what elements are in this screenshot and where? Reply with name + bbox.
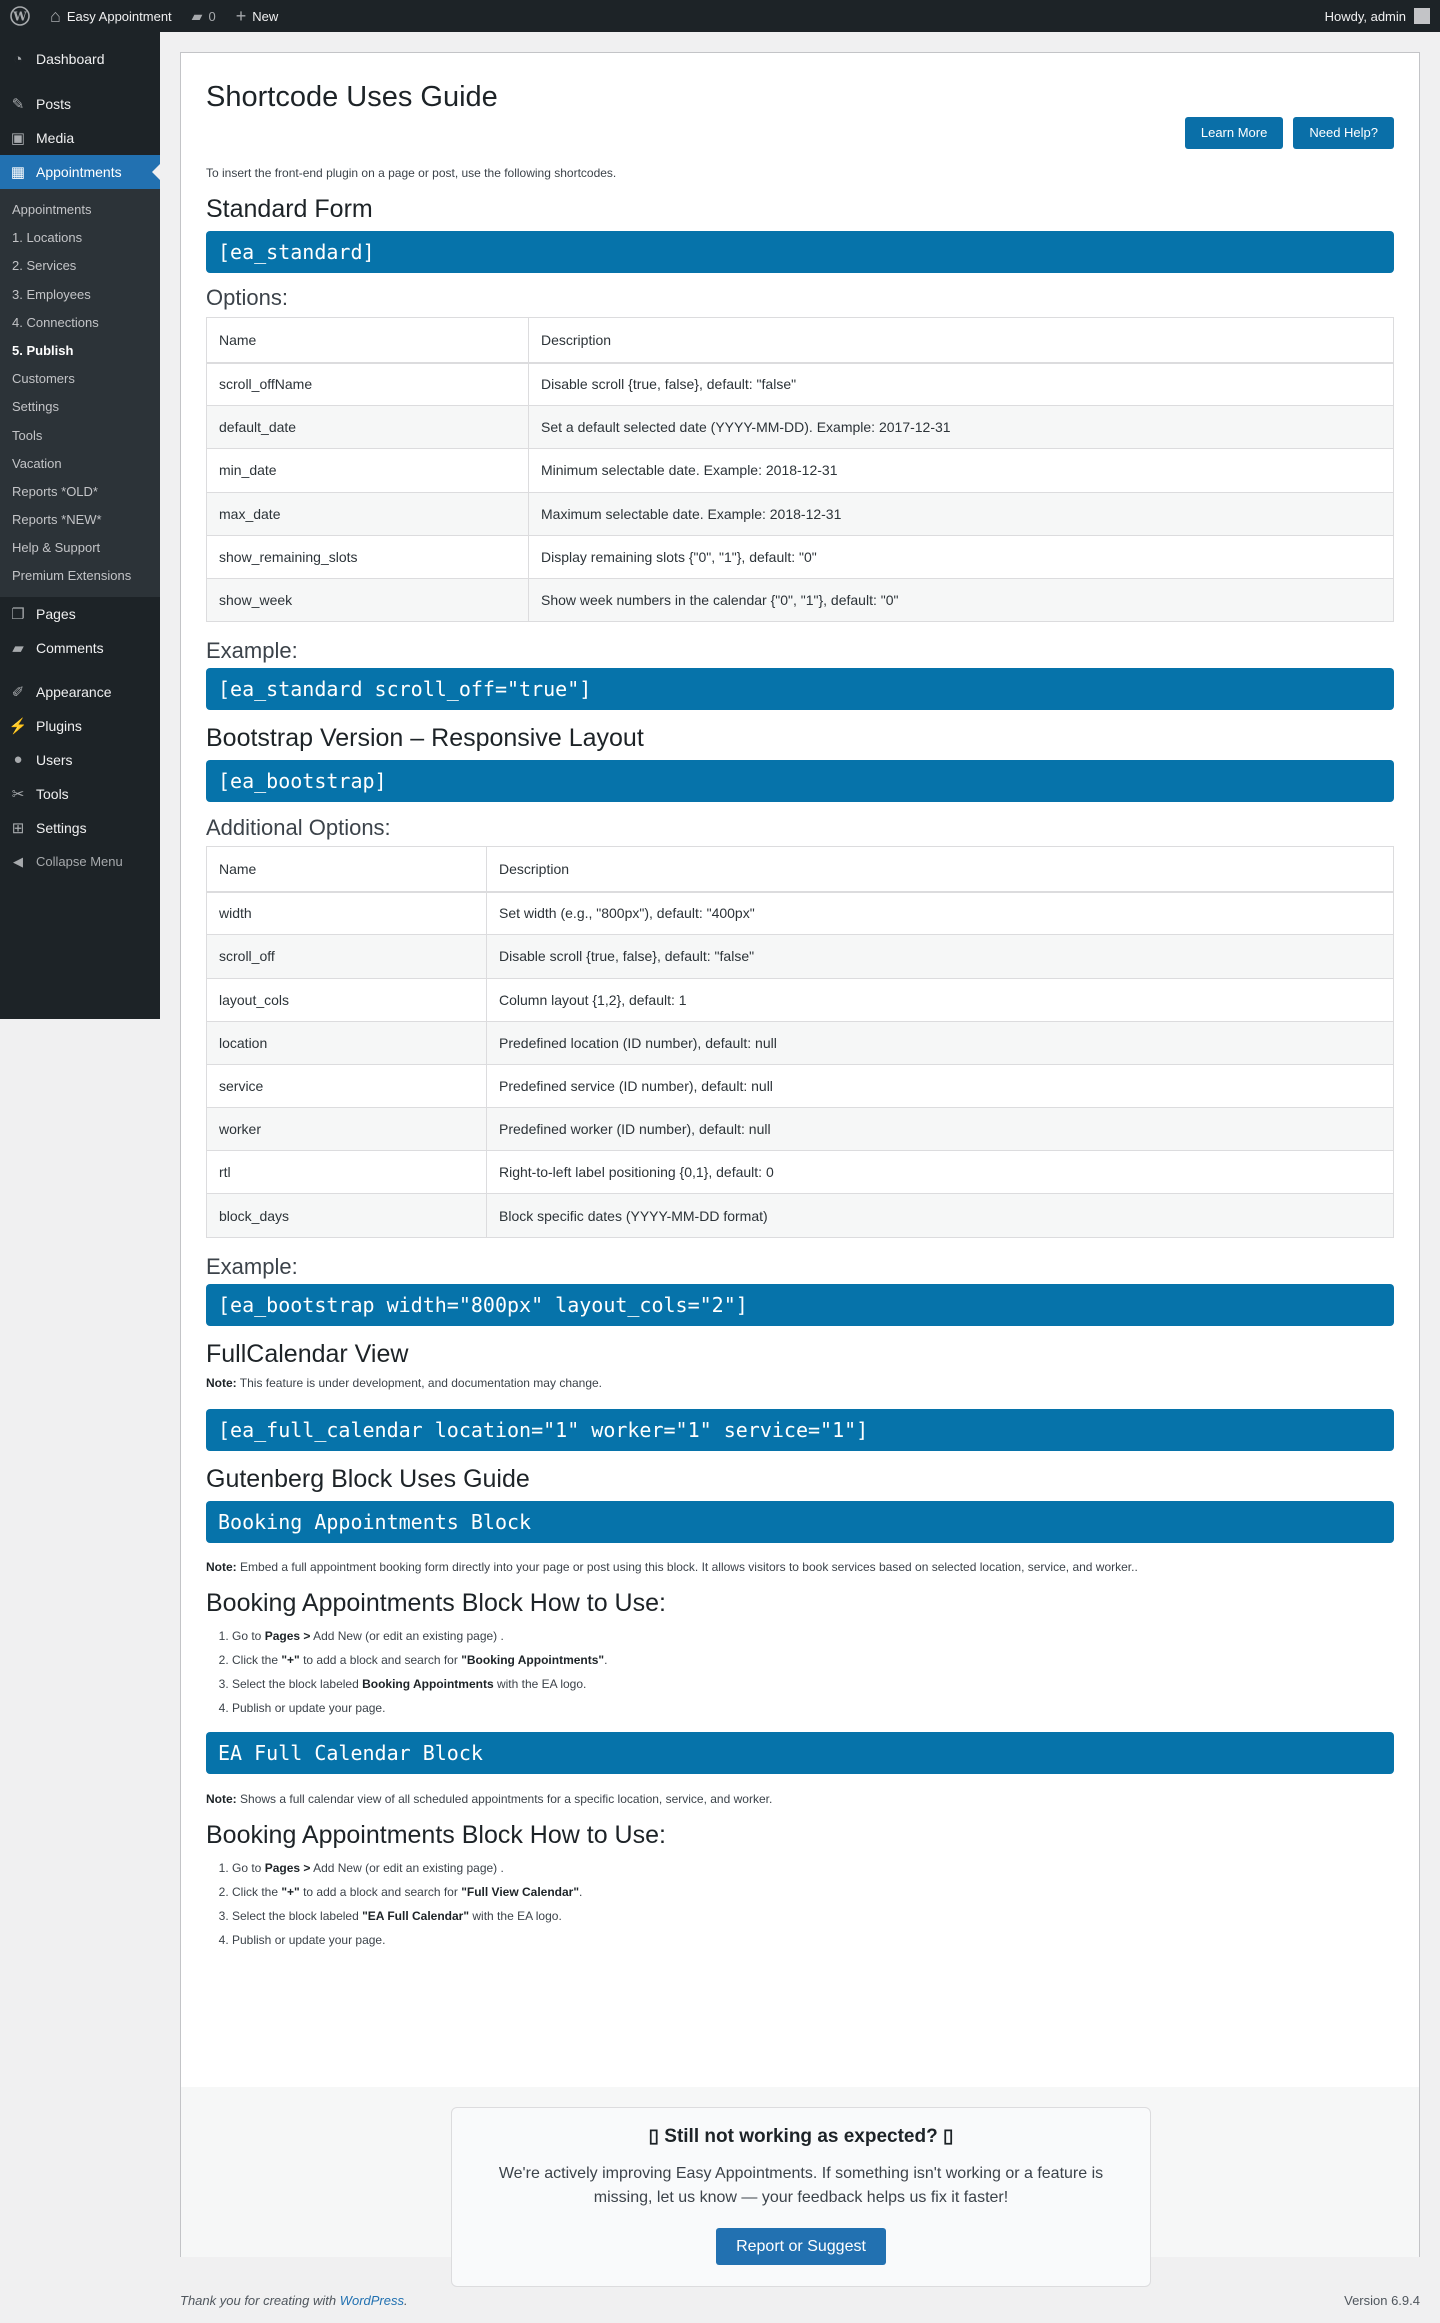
submenu-reports-old[interactable]: Reports *OLD* xyxy=(12,483,98,499)
table-row xyxy=(207,1151,1394,1194)
feedback-card xyxy=(451,2107,1151,2287)
table-row xyxy=(207,892,1394,935)
option-description: Show week numbers in the calendar {"0", "1"}, default: "0" xyxy=(529,578,1394,621)
footer-dot: . xyxy=(404,2293,408,2308)
column-header-description: Description xyxy=(487,847,1394,892)
table-row xyxy=(207,492,1394,535)
intro-text: To insert the front-end plugin on a page or post, use the following shortcodes. xyxy=(206,166,617,180)
note-text: Embed a full appointment booking form directly into your page or post using this block. It allows visitors to book services based on selected location, service, and worker.. xyxy=(240,1559,1138,1574)
menu-label: Users xyxy=(36,751,73,768)
pages-icon: ❐ xyxy=(11,605,25,623)
wordpress-link[interactable]: WordPress xyxy=(339,2293,404,2308)
menu-comments[interactable] xyxy=(0,631,160,665)
submenu-tools[interactable]: Tools xyxy=(12,427,43,443)
bootstrap-options-table xyxy=(206,846,1394,1238)
media-icon: ▣ xyxy=(10,130,26,147)
submenu-locations[interactable]: 1. Locations xyxy=(12,230,83,246)
dashboard-icon: ◔ xyxy=(13,50,23,68)
guide-header xyxy=(206,79,1394,149)
step-text: to add a block and search for xyxy=(299,1884,462,1899)
additional-options-heading: Additional Options: xyxy=(206,815,391,841)
footer-thanks-text: Thank you for creating with xyxy=(180,2293,340,2308)
admin-bar xyxy=(0,0,1440,32)
list-item: 4. Publish or update your page. xyxy=(232,1696,1394,1720)
menu-label: Posts xyxy=(36,96,72,112)
step-text: Click the xyxy=(232,1652,282,1667)
list-item xyxy=(232,1624,1394,1648)
step-text: Add New (or edit an existing page) . xyxy=(310,1628,504,1643)
users-icon: ● xyxy=(13,751,23,769)
note-label: Note: xyxy=(206,1375,237,1390)
note-text: This feature is under development, and documentation may change. xyxy=(239,1375,603,1390)
step-strong: "+" xyxy=(281,1652,300,1667)
submenu-employees[interactable]: 3. Employees xyxy=(12,286,91,302)
brush-icon: ✐ xyxy=(11,683,25,701)
table-row xyxy=(207,1021,1394,1064)
fullcalendar-heading: FullCalendar View xyxy=(206,1339,409,1368)
calendar-icon: ▦ xyxy=(10,164,26,181)
option-description: Predefined worker (ID number), default: null xyxy=(487,1108,1394,1151)
step-text: . xyxy=(604,1652,608,1667)
submenu-reports-new[interactable]: Reports *NEW* xyxy=(12,512,102,528)
option-name: service xyxy=(207,1064,487,1107)
list-item xyxy=(232,1672,1394,1696)
feedback-title-text: Still not working as expected? xyxy=(664,2126,938,2147)
menu-label: Plugins xyxy=(36,717,82,734)
table-row xyxy=(207,578,1394,621)
note-text: Shows a full calendar view of all scheduled appointments for a specific location, service, and worker. xyxy=(240,1791,773,1806)
table-row xyxy=(207,1064,1394,1107)
collapse-icon: ◀ xyxy=(13,853,23,869)
option-description: Minimum selectable date. Example: 2018-12-31 xyxy=(529,449,1394,492)
option-description: Set width (e.g., "800px"), default: "400px" xyxy=(487,892,1394,935)
table-row xyxy=(207,978,1394,1021)
step-strong: Pages > xyxy=(264,1860,311,1875)
standard-form-heading: Standard Form xyxy=(206,195,373,223)
step-strong: "Booking Appointments" xyxy=(461,1652,605,1667)
fullcalendar-shortcode: [ea_full_calendar location="1" worker="1" service="1"] xyxy=(206,1409,1394,1451)
collapse-menu-button[interactable] xyxy=(0,845,160,879)
comments-link[interactable] xyxy=(182,0,226,32)
option-name: show_week xyxy=(207,578,529,621)
list-item: 4. Publish or update your page. xyxy=(232,1928,1394,1952)
wordpress-logo-icon[interactable] xyxy=(0,0,40,32)
new-label: New xyxy=(252,8,279,24)
note-label: Note: xyxy=(206,1791,237,1806)
page-title: Shortcode Uses Guide xyxy=(206,81,498,113)
step-text: to add a block and search for xyxy=(299,1652,462,1667)
option-description: Maximum selectable date. Example: 2018-12-31 xyxy=(529,492,1394,535)
step-strong: "Full View Calendar" xyxy=(461,1884,580,1899)
new-content-link[interactable] xyxy=(226,0,289,32)
bootstrap-heading: Bootstrap Version – Responsive Layout xyxy=(206,724,644,753)
fullcalendar-note xyxy=(206,1376,1394,1390)
submenu-customers[interactable]: Customers xyxy=(12,371,75,387)
step-text: with the EA logo. xyxy=(469,1908,562,1923)
note-label: Note: xyxy=(206,1559,237,1574)
example-heading: Example: xyxy=(206,638,298,664)
menu-users[interactable] xyxy=(0,743,160,777)
site-name: Easy Appointment xyxy=(66,8,172,24)
howto-heading: Booking Appointments Block How to Use: xyxy=(206,1588,666,1617)
pin-icon: ✎ xyxy=(11,96,25,113)
booking-steps-list xyxy=(206,1624,1394,1720)
submenu-help-support[interactable]: Help & Support xyxy=(12,540,101,556)
report-or-suggest-button[interactable]: Report or Suggest xyxy=(716,2228,886,2265)
option-name: scroll_offName xyxy=(207,363,529,406)
menu-tools[interactable] xyxy=(0,777,160,811)
step-text: Add New (or edit an existing page) . xyxy=(310,1860,504,1875)
calendar-block-note xyxy=(206,1792,1394,1806)
step-text: Select the block labeled xyxy=(232,1908,363,1923)
footer-thanks xyxy=(180,2293,408,2308)
account-menu[interactable] xyxy=(1315,0,1440,32)
standard-example-shortcode: [ea_standard scroll_off="true"] xyxy=(206,668,1394,710)
list-item xyxy=(232,1648,1394,1672)
option-description: Display remaining slots {"0", "1"}, default: "0" xyxy=(529,535,1394,578)
booking-block-note xyxy=(206,1560,1394,1574)
menu-label: Pages xyxy=(36,605,76,622)
calendar-block-label: EA Full Calendar Block xyxy=(206,1732,1394,1774)
options-heading: Options: xyxy=(206,285,288,310)
option-description: Block specific dates (YYYY-MM-DD format) xyxy=(487,1194,1394,1237)
table-row xyxy=(207,535,1394,578)
admin-sidebar xyxy=(0,32,160,1019)
submenu-vacation[interactable]: Vacation xyxy=(12,455,62,471)
option-description: Disable scroll {true, false}, default: "false" xyxy=(529,363,1394,406)
menu-label: Media xyxy=(36,130,75,146)
avatar xyxy=(1414,8,1430,24)
option-name: default_date xyxy=(207,406,529,449)
site-name-link[interactable] xyxy=(40,0,182,32)
booking-block-label: Booking Appointments Block xyxy=(206,1501,1394,1543)
footer-version: Version 6.9.4 xyxy=(1344,2293,1420,2308)
feedback-title xyxy=(452,2125,1150,2148)
option-name: location xyxy=(207,1021,487,1064)
comments-count: 0 xyxy=(208,8,216,24)
option-name: worker xyxy=(207,1108,487,1151)
menu-label: Appointments xyxy=(36,164,122,180)
menu-settings[interactable] xyxy=(0,811,160,845)
bootstrap-shortcode: [ea_bootstrap] xyxy=(206,760,1394,802)
option-name: rtl xyxy=(207,1151,487,1194)
submenu-settings[interactable]: Settings xyxy=(12,399,59,415)
submenu-services[interactable]: 2. Services xyxy=(12,258,77,274)
howto-heading: Booking Appointments Block How to Use: xyxy=(206,1820,666,1849)
option-name: max_date xyxy=(207,492,529,535)
option-description: Predefined location (ID number), default: null xyxy=(487,1021,1394,1064)
table-row xyxy=(207,1194,1394,1237)
option-name: scroll_off xyxy=(207,935,487,978)
settings-icon: ⊞ xyxy=(11,819,25,837)
bootstrap-example-shortcode: [ea_bootstrap width="800px" layout_cols="2"] xyxy=(206,1284,1394,1326)
comment-icon: ▰ xyxy=(12,639,24,657)
table-row xyxy=(207,406,1394,449)
option-description: Set a default selected date (YYYY-MM-DD). Example: 2017-12-31 xyxy=(529,406,1394,449)
list-item xyxy=(232,1880,1394,1904)
content-panel xyxy=(180,52,1420,2257)
menu-label: Settings xyxy=(36,819,87,836)
submenu-appointments[interactable]: Appointments xyxy=(12,202,92,217)
menu-posts[interactable] xyxy=(0,87,160,121)
column-header-description: Description xyxy=(529,318,1394,363)
menu-label: Tools xyxy=(36,785,69,802)
option-name: width xyxy=(207,892,487,935)
option-description: Predefined service (ID number), default: null xyxy=(487,1064,1394,1107)
submenu-premium-extensions[interactable]: Premium Extensions xyxy=(12,568,132,584)
step-text: Go to xyxy=(232,1628,265,1643)
appointments-submenu xyxy=(0,189,160,597)
home-icon: ⌂ xyxy=(50,6,61,26)
option-name: min_date xyxy=(207,449,529,492)
step-text: Click the xyxy=(232,1884,282,1899)
step-strong: "EA Full Calendar" xyxy=(362,1908,470,1923)
standard-shortcode: [ea_standard] xyxy=(206,231,1394,273)
feedback-text: We're actively improving Easy Appointments. If something isn't working or a feature is missing, let us know — your feedback helps us fix it faster! xyxy=(498,2165,1104,2206)
menu-dashboard[interactable] xyxy=(0,42,160,76)
gutenberg-heading: Gutenberg Block Uses Guide xyxy=(206,1464,530,1493)
step-text: . xyxy=(579,1884,583,1899)
menu-appearance[interactable] xyxy=(0,675,160,709)
standard-options-table xyxy=(206,317,1394,622)
table-row xyxy=(207,1108,1394,1151)
placeholder-glyph-icon: ▯ xyxy=(648,2126,659,2147)
table-row xyxy=(207,449,1394,492)
wrench-icon: ✂ xyxy=(11,785,25,803)
plus-icon: + xyxy=(235,6,247,26)
menu-plugins[interactable] xyxy=(0,709,160,743)
step-text: Go to xyxy=(232,1860,265,1875)
step-text: Select the block labeled xyxy=(232,1676,363,1691)
need-help-button[interactable]: Need Help? xyxy=(1293,117,1394,149)
submenu-publish[interactable]: 5. Publish xyxy=(12,342,74,358)
column-header-name: Name xyxy=(207,847,487,892)
option-description: Disable scroll {true, false}, default: "false" xyxy=(487,935,1394,978)
feedback-area xyxy=(181,2087,1419,2257)
step-strong: Pages > xyxy=(264,1628,311,1643)
table-row xyxy=(207,363,1394,406)
svg-text:W: W xyxy=(13,9,27,24)
step-strong: Booking Appointments xyxy=(362,1676,494,1691)
option-name: layout_cols xyxy=(207,978,487,1021)
menu-label: Collapse Menu xyxy=(36,854,123,870)
list-item xyxy=(232,1904,1394,1928)
learn-more-button[interactable]: Learn More xyxy=(1185,117,1283,149)
menu-label: Comments xyxy=(36,639,104,656)
example-heading: Example: xyxy=(206,1253,298,1279)
menu-label: Appearance xyxy=(36,683,112,700)
option-description: Column layout {1,2}, default: 1 xyxy=(487,978,1394,1021)
table-row xyxy=(207,935,1394,978)
menu-appointments[interactable] xyxy=(0,155,160,189)
option-name: show_remaining_slots xyxy=(207,535,529,578)
option-name: block_days xyxy=(207,1194,487,1237)
list-item xyxy=(232,1856,1394,1880)
calendar-steps-list xyxy=(206,1856,1394,1952)
placeholder-glyph-icon: ▯ xyxy=(943,2126,954,2147)
menu-pages[interactable] xyxy=(0,597,160,631)
option-description: Right-to-left label positioning {0,1}, default: 0 xyxy=(487,1151,1394,1194)
step-text: with the EA logo. xyxy=(493,1676,587,1691)
submenu-connections[interactable]: 4. Connections xyxy=(12,314,99,330)
comment-bubble-icon: ▰ xyxy=(191,8,203,24)
step-strong: "+" xyxy=(281,1884,300,1899)
column-header-name: Name xyxy=(207,318,529,363)
menu-media[interactable] xyxy=(0,121,160,155)
plugin-icon: ⚡ xyxy=(8,717,28,735)
menu-label: Dashboard xyxy=(36,51,105,67)
howdy-greeting: Howdy, admin xyxy=(1324,8,1406,24)
